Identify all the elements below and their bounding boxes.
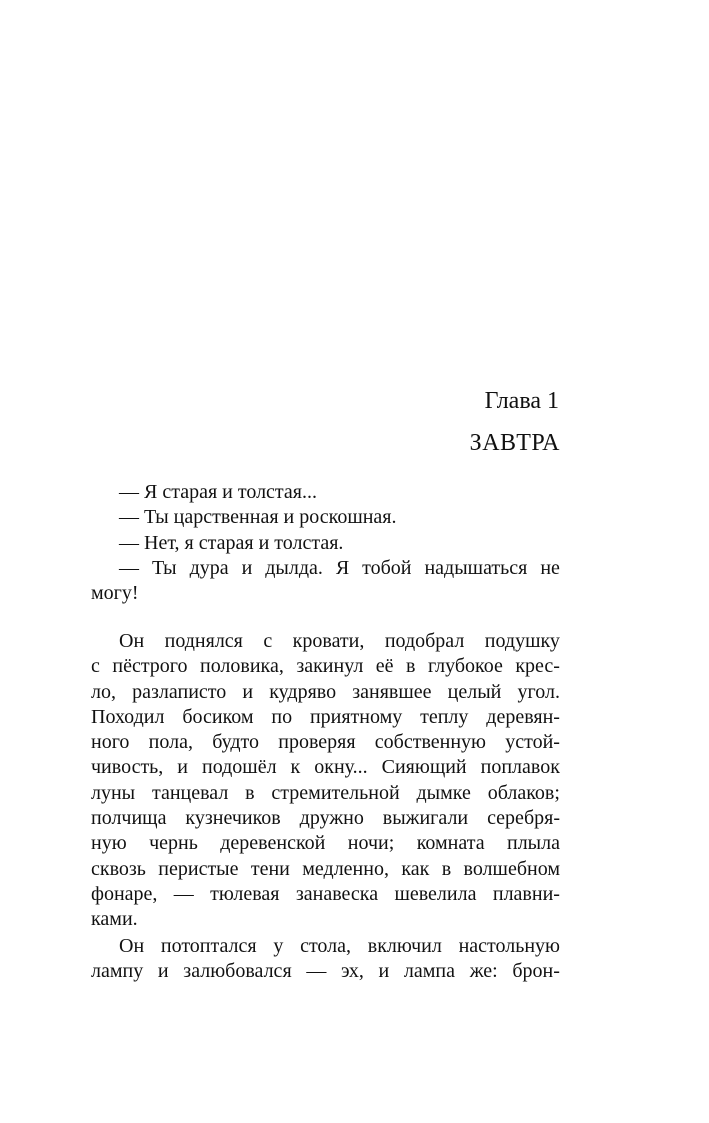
text-line: полчища кузнечиков дружно выжигали серебря- — [91, 807, 560, 830]
text-line: ного пола, будто проверяя собственную устой- — [91, 731, 560, 754]
text-line: — Я старая и толстая... — [119, 481, 317, 503]
text-line: луны танцевал в стремительной дымке облаков; — [91, 781, 560, 804]
text-line: могу! — [91, 582, 139, 605]
text-line: ную чернь деревенской ночи; комната плыла — [91, 832, 560, 855]
text-line: фонаре, — тюлевая занавеска шевелила плавни- — [91, 882, 560, 905]
text-line: ками. — [91, 908, 138, 931]
dialogue-block — [91, 480, 560, 606]
paragraph-1 — [91, 629, 560, 933]
text-line: чивость, и подошёл к окну... Сияющий поплавок — [91, 756, 560, 779]
text-line: лампу и залюбовался — эх, и лампа же: брон- — [91, 960, 560, 983]
text-line: Он потоптался у стола, включил настольную — [119, 935, 560, 957]
paragraph-2 — [91, 934, 560, 985]
text-line: — Нет, я старая и толстая. — [119, 531, 344, 554]
text-line: Он поднялся с кровати, подобрал подушку — [119, 630, 560, 652]
text-line: — Ты царственная и роскошная. — [119, 506, 397, 529]
text-line: сквозь перистые тени медленно, как в волшебном — [91, 857, 560, 880]
chapter-title: ЗАВТРА — [469, 430, 560, 456]
text-line: ло, разлаписто и кудряво занявшее целый угол. — [91, 680, 560, 703]
text-line: с пёстрого половика, закинул её в глубокое крес- — [91, 655, 560, 678]
text-line: — Ты дура и дылда. Я тобой надышаться не — [119, 556, 560, 579]
text-line: Походил босиком по приятному теплу деревян- — [91, 705, 560, 728]
chapter-number: Глава 1 — [484, 388, 559, 414]
